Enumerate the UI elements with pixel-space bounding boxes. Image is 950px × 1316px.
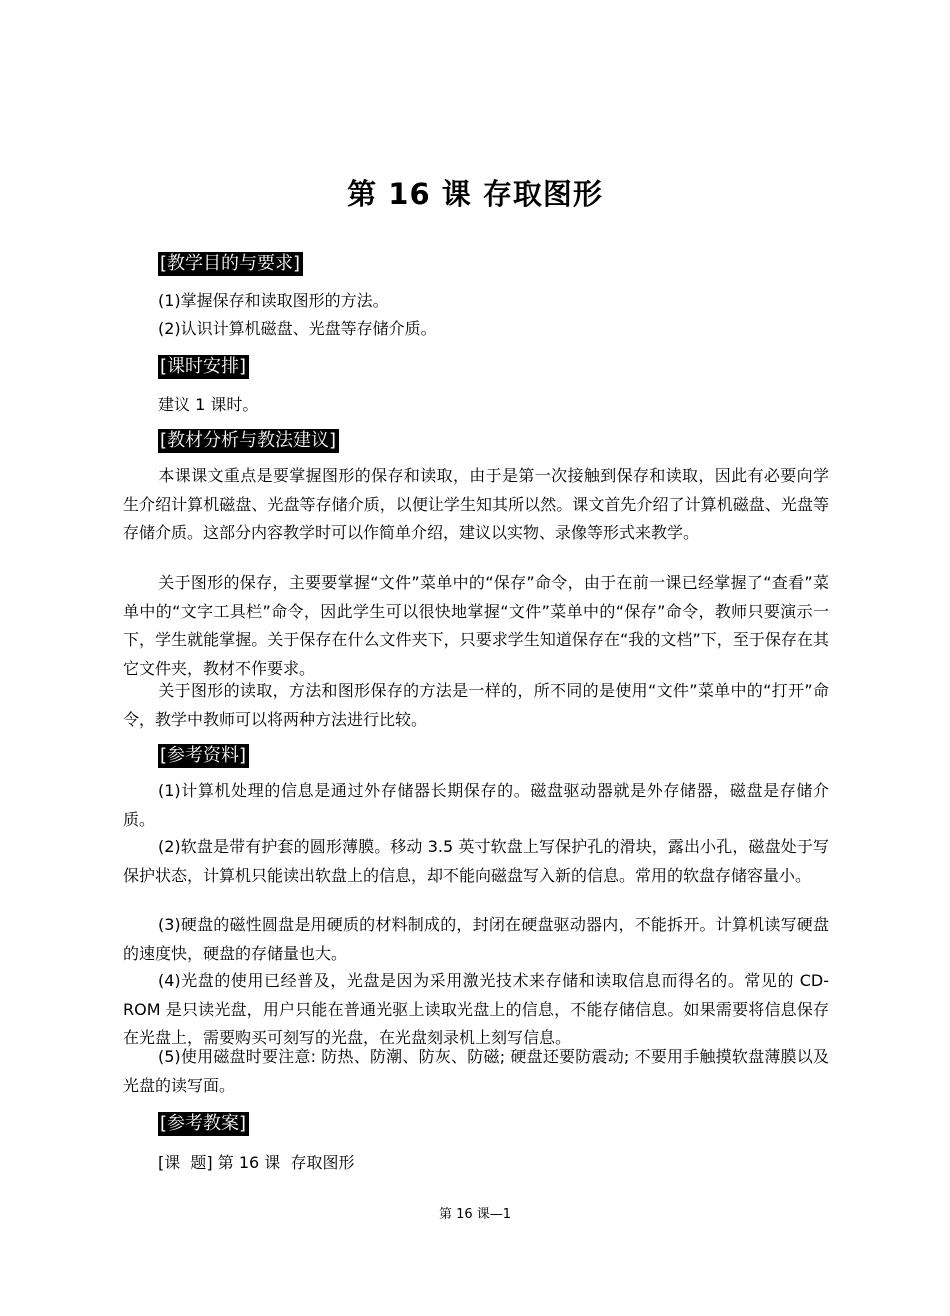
analysis-paragraph-text: 关于图形的保存，主要要掌握“文件”菜单中的“保存”命令，由于在前一课已经掌握了“查看”菜单中的“文字工具栏”命令，因此学生可以很快地掌握“文件”菜单中的“保存”命令，教师只要演示一下，学生就能掌握。关于保存在什么文件夹下，只要求学生知道保存在“我的文档”下，至于保存在其它文件夹，教材不作要求。 bbox=[123, 573, 829, 678]
reference-paragraph bbox=[123, 1043, 829, 1100]
reference-paragraph-text: (1)计算机处理的信息是通过外存储器长期保存的。磁盘驱动器就是外存储器，磁盘是存储介质。 bbox=[123, 781, 829, 829]
reference-paragraph-text: (5)使用磁盘时要注意: 防热、防潮、防灰、防磁; 硬盘还要防震动; 不要用手触摸软盘薄膜以及光盘的读写面。 bbox=[123, 1047, 829, 1095]
reference-paragraph bbox=[123, 777, 829, 834]
analysis-paragraph bbox=[123, 677, 829, 734]
page-footer: 第 16 课—1 bbox=[438, 1207, 512, 1222]
goal-item: (2)认识计算机磁盘、光盘等存储介质。 bbox=[158, 319, 437, 338]
reference-paragraph bbox=[123, 967, 829, 1053]
reference-paragraph-text: (2)软盘是带有护套的圆形薄膜。移动 3.5 英寸软盘上写保护孔的滑块，露出小孔，磁盘处于写保护状态，计算机只能读出软盘上的信息，却不能向磁盘写入新的信息。常用的软盘存储容量小。 bbox=[123, 837, 829, 885]
section-header-analysis: [教材分析与教法建议] bbox=[158, 429, 339, 453]
reference-paragraph bbox=[123, 833, 829, 890]
reference-paragraph-text: (3)硬盘的磁性圆盘是用硬质的材料制成的，封闭在硬盘驱动器内，不能拆开。计算机读写硬盘的速度快，硬盘的存储量也大。 bbox=[123, 915, 829, 963]
goal-item: (1)掌握保存和读取图形的方法。 bbox=[158, 291, 389, 310]
analysis-paragraph-text: 关于图形的读取，方法和图形保存的方法是一样的，所不同的是使用“文件”菜单中的“打开”命令，教学中教师可以将两种方法进行比较。 bbox=[123, 681, 829, 729]
analysis-paragraph bbox=[123, 462, 829, 548]
section-header-lesson-plan: [参考教案] bbox=[158, 1112, 249, 1136]
analysis-paragraph-text: 本课课文重点是要掌握图形的保存和读取，由于是第一次接触到保存和读取，因此有必要向学生介绍计算机磁盘、光盘等存储介质，以便让学生知其所以然。课文首先介绍了计算机磁盘、光盘等存储介质。这部分内容教学时可以作简单介绍，建议以实物、录像等形式来教学。 bbox=[123, 466, 829, 543]
section-header-goals: [教学目的与要求] bbox=[158, 252, 303, 276]
reference-paragraph-text: (4)光盘的使用已经普及，光盘是因为采用激光技术来存储和读取信息而得名的。常见的 CD-ROM 是只读光盘，用户只能在普通光驱上读取光盘上的信息，不能存储信息。如果需要将信息保存在光盘上，需要购买可刻写的光盘，在光盘刻录机上刻写信息。 bbox=[123, 971, 829, 1048]
schedule-text: 建议 1 课时。 bbox=[158, 395, 259, 414]
lesson-topic: [课 题] 第 16 课 存取图形 bbox=[158, 1153, 355, 1172]
page-title: 第 16 课 存取图形 bbox=[347, 177, 603, 211]
section-header-schedule: [课时安排] bbox=[158, 355, 249, 379]
section-header-references: [参考资料] bbox=[158, 744, 249, 768]
reference-paragraph bbox=[123, 911, 829, 968]
analysis-paragraph bbox=[123, 569, 829, 683]
